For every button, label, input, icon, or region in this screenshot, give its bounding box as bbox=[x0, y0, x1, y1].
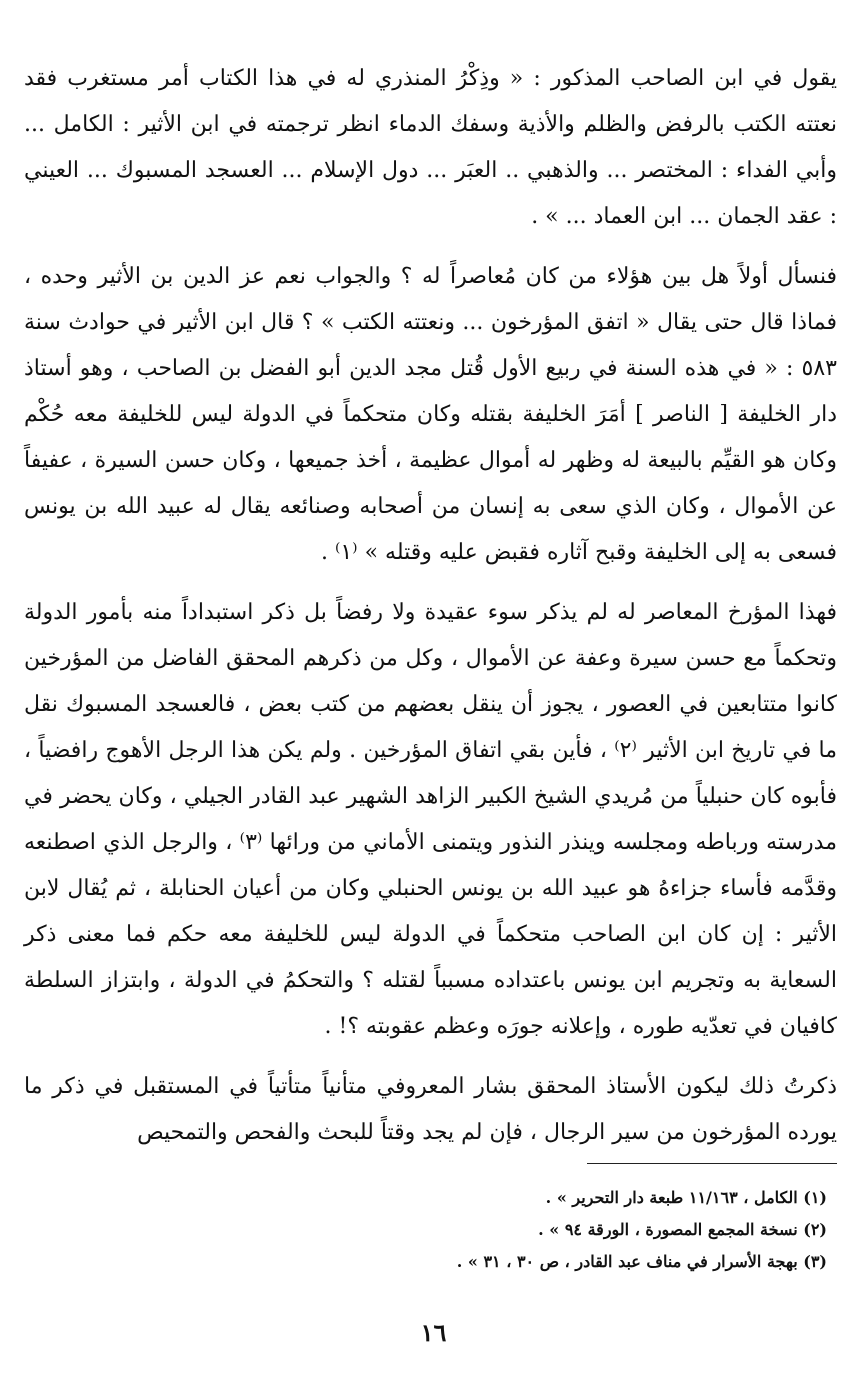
paragraph-2: فنسأل أولاً هل بين هؤلاء من كان مُعاصراً له ؟ والجواب نعم عز الدين بن الأثير وحده ، فماذا قال حتى يقال « اتفق المؤرخون ... ونعتته الكتب » ؟ قال ابن الأثير في حوادث سنة ٥٨٣ : « في هذه السنة في ربيع الأول قُتل مجد الدين أبو الفضل بن الصاحب ، وهو أستاذ دار الخليفة [ الناصر ] أمَرَ الخليفة بقتله وكان متحكماً في الدولة ليس للخليفة معه حُكْم وكان هو القيِّم بالبيعة له وظهر له أموال عظيمة ، أخذ جميعها ، وكان حسن السيرة ، عفيفاً عن الأموال ، وكان الذي سعى به إنسان من أصحابه وصنائعه يقال له عبيد الله بن يونس فسعى به إلى الخليفة وقبح آثاره فقبض عليه وقتله » ⁽١⁾ . bbox=[24, 264, 837, 565]
page-number: ١٦ bbox=[420, 1318, 447, 1347]
paragraph-1: يقول في ابن الصاحب المذكور : « وذِكْرُ المنذري له في هذا الكتاب أمر مستغرب فقد نعتته الكتب بالرفض والظلم والأذية وسفك الدماء انظر ترجمته في ابن الأثير : الكامل ... وأبي الفداء : المختصر ... والذهبي .. العبَر ... دول الإسلام ... العسجد المسبوك ... العيني : عقد الجمان ... ابن العماد ... » . bbox=[24, 66, 837, 229]
footnote-separator bbox=[587, 1163, 837, 1164]
footnote-1: (١) الكامل ، ١١/١٦٣ طبعة دار التحرير » . bbox=[545, 1188, 827, 1207]
footnote-3: (٣) بهجة الأسرار في مناف عبد القادر ، ص ٣٠ ، ٣١ » . bbox=[456, 1252, 827, 1271]
footnote-2: (٢) نسخة المجمع المصورة ، الورقة ٩٤ » . bbox=[538, 1220, 827, 1239]
paragraph-4: ذكرتُ ذلك ليكون الأستاذ المحقق بشار المعروفي متأنياً متأتياً في المستقبل في ذكر ما يورده المؤرخون من سير الرجال ، فإن لم يجد وقتاً للبحث والفحص والتمحيص bbox=[24, 1074, 837, 1145]
footnotes bbox=[60, 1182, 827, 1278]
main-text bbox=[24, 56, 837, 1156]
paragraph-3: فهذا المؤرخ المعاصر له لم يذكر سوء عقيدة ولا رفضاً بل ذكر استبداداً منه بأمور الدولة وتحكماً مع حسن سيرة وعفة عن الأموال ، وكل من ذكرهم المحقق الفاضل من المؤرخين كانوا متتابعين في العصور ، يجوز أن ينقل بعضهم من كتب بعض ، فالعسجد المسبوك نقل ما في تاريخ ابن الأثير ⁽٢⁾ ، فأين بقي اتفاق المؤرخين . ولم يكن هذا الرجل الأهوج رافضياً ، فأبوه كان حنبلياً من مُريدي الشيخ الكبير الزاهد الشهير عبد القادر الجيلي ، وكان يحضر في مدرسته ورباطه ومجلسه وينذر النذور ويتمنى الأماني من ورائها ⁽٣⁾ ، والرجل الذي اصطنعه وقدَّمه فأساء جزاءهُ هو عبيد الله بن يونس الحنبلي وكان من أعيان الحنابلة ، ثم يُقال لابن الأثير : إن كان ابن الصاحب متحكماً في الدولة ليس للخليفة معه حكم فما معنى ذكر السعاية به وتجريم ابن يونس باعتداده مسبباً لقتله ؟ والتحكمُ في الدولة ، وابتزاز السلطة كافيان في تعدّيه طوره ، وإعلانه جورَه وعظم عقوبته ؟! . bbox=[24, 600, 837, 1039]
